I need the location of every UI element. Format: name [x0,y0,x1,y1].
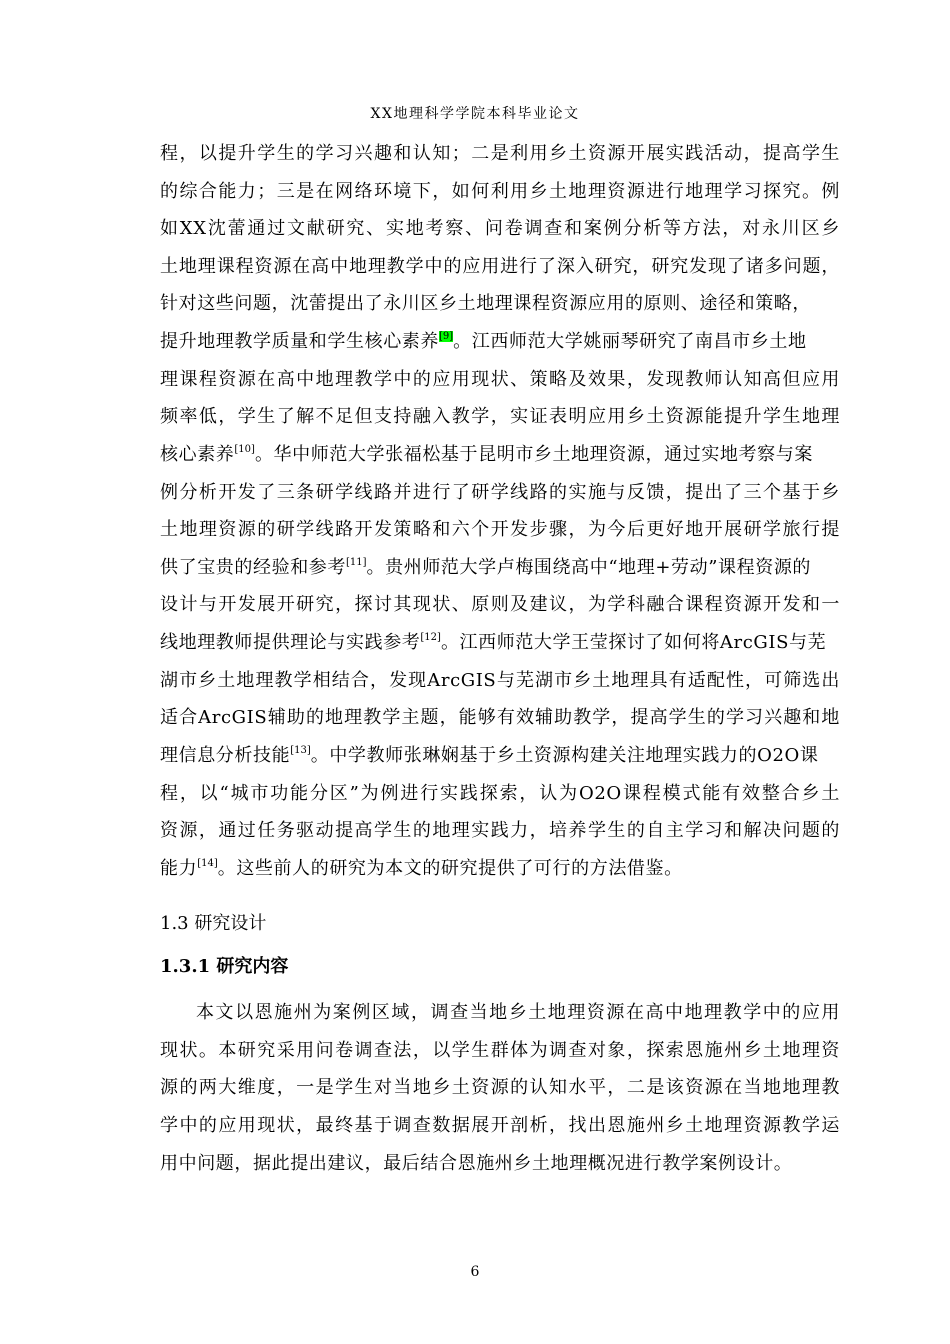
body-text-line: 资源，通过任务驱动提高学生的地理实践力，培养学生的自主学习和解决问题的 [160,820,840,841]
text-run: 提升地理教学质量和学生核心素养 [160,331,439,352]
text-run: 核心素养 [160,444,235,465]
body-text-line: 土地理课程资源在高中地理教学中的应用进行了深入研究，研究发现了诸多问题， [160,256,840,277]
body-text-line [160,443,840,467]
text-run: 能力 [160,858,198,879]
body-text-line [160,744,840,768]
text-run: 。江西师范大学姚丽琴研究了南昌市乡土地 [453,331,807,352]
running-header: XX地理科学学院本科毕业论文 [370,106,580,122]
body-text-line: 如XX沈蕾通过文献研究、实地考察、问卷调查和案例分析等方法，对永川区乡 [160,218,840,239]
body-text-line: 土地理资源的研学线路开发策略和六个开发步骤，为今后更好地开展研学旅行提 [160,519,840,540]
body-text-line: 学中的应用现状，最终基于调查数据展开剖析，找出恩施州乡土地理资源教学运 [160,1115,840,1136]
text-run: 。这些前人的研究为本文的研究提供了可行的方法借鉴。 [217,858,683,879]
text-run: 。江西师范大学王莹探讨了如何将ArcGIS与芜 [440,632,827,653]
text-run: 供了宝贵的经验和参考 [160,557,346,578]
subsection-heading: 1.3.1 研究内容 [160,956,289,977]
text-run: 。中学教师张琳娴基于乡土资源构建关注地理实践力的O2O课 [310,745,819,766]
body-text-line [160,857,840,881]
body-text-line [160,556,840,580]
body-text-line [160,330,840,354]
body-text-line: 例分析开发了三条研学线路并进行了研学线路的实施与反馈，提出了三个基于乡 [160,482,840,503]
body-text-line: 用中问题，据此提出建议，最后结合恩施州乡土地理概况进行教学案例设计。 [160,1153,793,1174]
text-run: 。华中师范大学张福松基于昆明市乡土地理资源，通过实地考察与案 [254,444,813,465]
body-text-line: 针对这些问题，沈蕾提出了永川区乡土地理课程资源应用的原则、途径和策略， [160,293,811,314]
body-text-line: 适合ArcGIS辅助的地理教学主题，能够有效辅助教学，提高学生的学习兴趣和地 [160,707,840,728]
citation-link[interactable]: [13] [290,745,311,756]
body-text-line [160,631,840,655]
body-text-line: 理课程资源在高中地理教学中的应用现状、策略及效果，发现教师认知高但应用 [160,369,840,390]
citation-link[interactable]: [14] [197,858,218,869]
text-run: 理信息分析技能 [160,745,291,766]
citation-link[interactable]: [11] [346,557,367,568]
body-text-line: 程，以“城市功能分区”为例进行实践探索，认为O2O课程模式能有效整合乡土 [160,783,840,804]
body-text-line: 本文以恩施州为案例区域，调查当地乡土地理资源在高中地理教学中的应用 [196,1002,840,1023]
body-text-line: 现状。本研究采用问卷调查法，以学生群体为调查对象，探索恩施州乡土地理资 [160,1040,840,1061]
body-text-line: 的综合能力；三是在网络环境下，如何利用乡土地理资源进行地理学习探究。例 [160,181,840,202]
body-text-line: 设计与开发展开研究，探讨其现状、原则及建议，为学科融合课程资源开发和一 [160,594,840,615]
section-heading: 1.3 研究设计 [160,913,267,934]
body-text-line: 湖市乡土地理教学相结合，发现ArcGIS与芜湖市乡土地理具有适配性，可筛选出 [160,670,840,691]
body-text-line: 程，以提升学生的学习兴趣和认知；二是利用乡土资源开展实践活动，提高学生 [160,143,840,164]
body-text-line: 源的两大维度，一是学生对当地乡土资源的认知水平，二是该资源在当地地理教 [160,1077,840,1098]
page-number: 6 [470,1264,480,1280]
citation-link[interactable]: [9] [439,331,454,342]
body-text-line: 频率低，学生了解不足但支持融入教学，实证表明应用乡土资源能提升学生地理 [160,406,840,427]
citation-link[interactable]: [10] [234,444,255,455]
citation-link[interactable]: [12] [420,632,441,643]
text-run: 线地理教师提供理论与实践参考 [160,632,421,653]
text-run: 。贵州师范大学卢梅围绕高中“地理+劳动”课程资源的 [366,557,812,578]
